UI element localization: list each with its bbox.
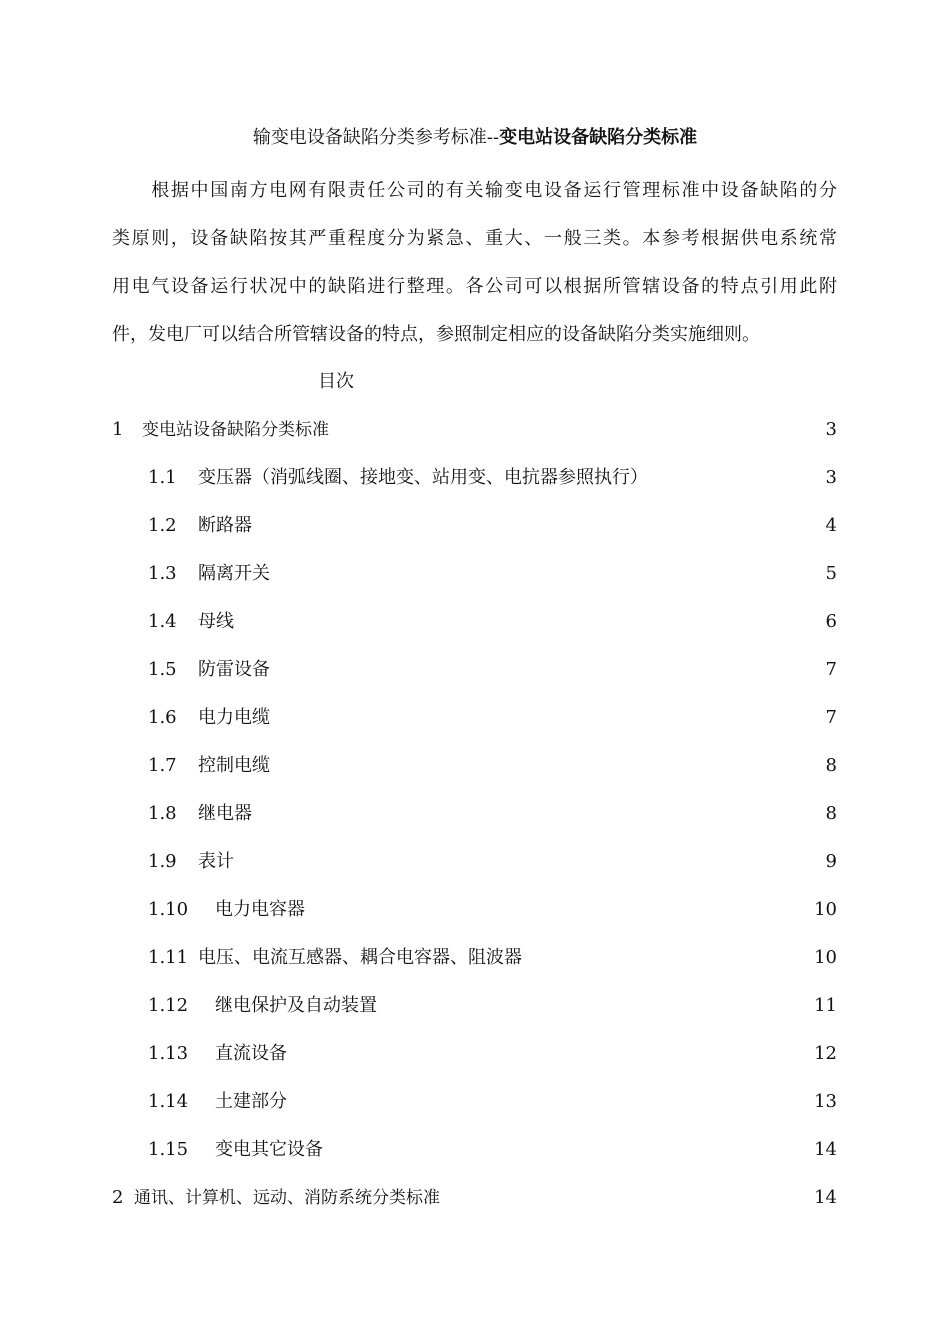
toc-number: 2 [112, 1187, 124, 1208]
toc-page: 11 [814, 995, 837, 1016]
document-title [0, 124, 950, 152]
toc-label: 电压、电流互感器、耦合电容器、阻波器 [198, 947, 522, 968]
toc-label: 电力电缆 [198, 707, 270, 728]
toc-page: 9 [825, 851, 837, 872]
toc-page: 8 [825, 755, 837, 776]
intro-line: 用电气设备运行状况中的缺陷进行整理。各公司可以根据所管辖设备的特点引用此附 [112, 276, 837, 297]
toc-entry-1[interactable] [112, 413, 837, 447]
toc-page: 3 [825, 419, 837, 440]
toc-number: 1.2 [148, 515, 177, 536]
toc-page: 13 [814, 1091, 837, 1112]
intro-paragraph [112, 167, 837, 359]
title-regular: 输变电设备缺陷分类参考标准-- [252, 127, 500, 148]
toc-label: 防雷设备 [198, 659, 270, 680]
intro-line: 根据中国南方电网有限责任公司的有关输变电设备运行管理标准中设备缺陷的分 [112, 180, 837, 201]
toc-label: 断路器 [198, 515, 252, 536]
toc-label: 直流设备 [215, 1043, 287, 1064]
toc-number: 1.13 [148, 1043, 189, 1064]
toc-entry-1-2[interactable] [112, 509, 837, 543]
toc-number: 1.3 [148, 563, 177, 584]
toc-label: 隔离开关 [198, 563, 270, 584]
toc-label: 控制电缆 [198, 755, 270, 776]
toc-heading: 目次 [318, 371, 354, 392]
toc-entry-1-13[interactable] [112, 1037, 837, 1071]
toc-entry-1-6[interactable] [112, 701, 837, 735]
toc-page: 10 [814, 947, 837, 968]
intro-line: 件，发电厂可以结合所管辖设备的特点，参照制定相应的设备缺陷分类实施细则。 [112, 324, 760, 345]
toc-entry-1-11[interactable] [112, 941, 837, 975]
toc-entry-1-1[interactable] [112, 461, 837, 495]
toc-label: 通讯、计算机、远动、消防系统分类标准 [134, 1188, 440, 1208]
toc-entry-2[interactable] [112, 1181, 837, 1215]
toc-page: 5 [825, 563, 837, 584]
toc-page: 14 [814, 1139, 837, 1160]
toc-label: 变电站设备缺陷分类标准 [142, 420, 329, 440]
toc-number: 1.14 [148, 1091, 189, 1112]
toc-label: 继电器 [198, 803, 252, 824]
toc-page: 12 [814, 1043, 837, 1064]
toc-page: 8 [825, 803, 837, 824]
toc-entry-1-15[interactable] [112, 1133, 837, 1167]
toc-entry-1-10[interactable] [112, 893, 837, 927]
toc-entry-1-12[interactable] [112, 989, 837, 1023]
toc-label: 继电保护及自动装置 [215, 995, 377, 1016]
toc-number: 1.6 [148, 707, 177, 728]
intro-line: 类原则，设备缺陷按其严重程度分为紧急、重大、一般三类。本参考根据供电系统常 [112, 228, 837, 249]
toc-page: 14 [814, 1187, 837, 1208]
toc-number: 1.8 [148, 803, 177, 824]
toc-number: 1.1 [148, 467, 177, 488]
toc-page: 4 [825, 515, 837, 536]
toc-entry-1-3[interactable] [112, 557, 837, 591]
toc-number: 1.11 [148, 947, 189, 968]
title-bold: 变电站设备缺陷分类标准 [499, 127, 698, 148]
toc-entry-1-4[interactable] [112, 605, 837, 639]
toc-page: 6 [825, 611, 837, 632]
toc-page: 7 [825, 659, 837, 680]
toc-entry-1-9[interactable] [112, 845, 837, 879]
toc-number: 1.12 [148, 995, 189, 1016]
toc-number: 1.7 [148, 755, 177, 776]
toc-label: 土建部分 [215, 1091, 287, 1112]
toc-label: 变电其它设备 [215, 1139, 323, 1160]
toc-label: 变压器（消弧线圈、接地变、站用变、电抗器参照执行） [198, 467, 648, 488]
toc-entry-1-5[interactable] [112, 653, 837, 687]
toc-page: 10 [814, 899, 837, 920]
toc-entry-1-8[interactable] [112, 797, 837, 831]
toc-label: 电力电容器 [215, 899, 305, 920]
toc-page: 3 [825, 467, 837, 488]
toc-number: 1.15 [148, 1139, 189, 1160]
toc-number: 1.4 [148, 611, 177, 632]
toc-label: 表计 [198, 851, 234, 872]
toc-entry-1-14[interactable] [112, 1085, 837, 1119]
toc-number: 1 [112, 419, 124, 440]
toc-number: 1.5 [148, 659, 177, 680]
toc-number: 1.9 [148, 851, 177, 872]
toc-entry-1-7[interactable] [112, 749, 837, 783]
toc-page: 7 [825, 707, 837, 728]
toc-number: 1.10 [148, 899, 189, 920]
toc-label: 母线 [198, 611, 234, 632]
